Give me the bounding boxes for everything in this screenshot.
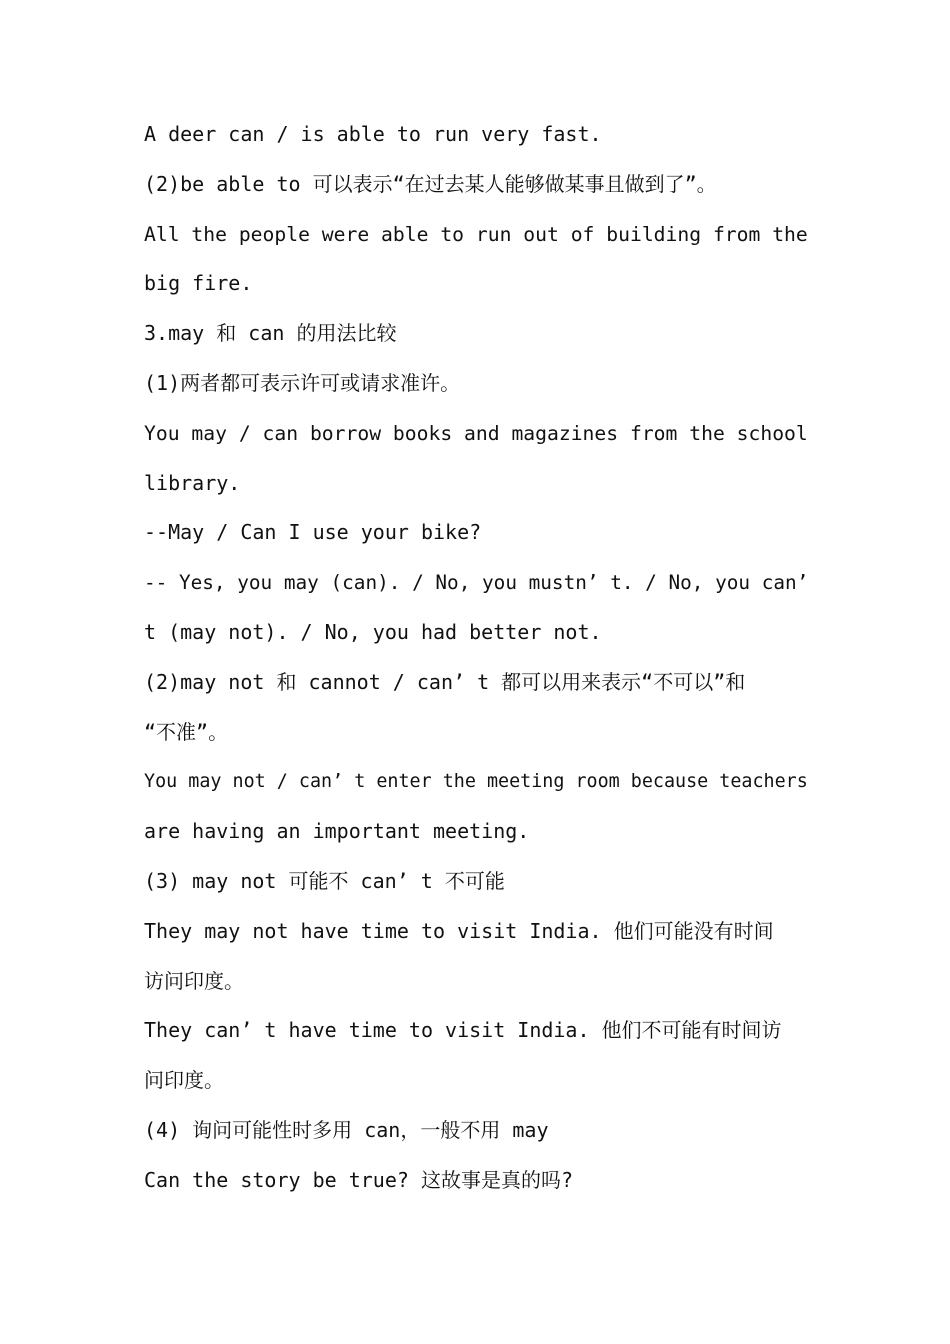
text-line: (2)may not 和 cannot / can’ t 都可以用来表示“不可以”和: [144, 669, 746, 694]
text-line: A deer can / is able to run very fast.: [144, 122, 602, 146]
text-line: --May / Can I use your bike?: [144, 520, 482, 545]
text-line: 访问印度。: [144, 968, 244, 993]
text-line: You may not / can’ t enter the meeting room because teachers: [144, 771, 808, 793]
text-line: (2)be able to 可以表示“在过去某人能够做某事且做到了”。: [144, 171, 717, 196]
text-line: (1)两者都可表示许可或请求准许。: [144, 370, 461, 395]
text-line: 问印度。: [144, 1068, 224, 1093]
text-line: You may / can borrow books and magazines from the school: [144, 421, 808, 445]
text-line: They can’ t have time to visit India. 他们不可能有时间访: [144, 1018, 782, 1043]
text-line: (3) may not 可能不 can’ t 不可能: [144, 868, 505, 893]
text-line: library.: [144, 470, 241, 495]
document-body: [144, 110, 808, 1206]
text-line: “不准”。: [144, 719, 229, 744]
text-line: big fire.: [144, 271, 253, 296]
text-line: (4) 询问可能性时多用 can，一般不用 may: [144, 1117, 549, 1142]
text-line: They may not have time to visit India. 他们可能没有时间: [144, 918, 774, 943]
text-line: t (may not). / No, you had better not.: [144, 619, 602, 644]
text-line: -- Yes, you may (can). / No, you mustn’ t. / No, you can’: [144, 571, 808, 595]
section-heading: 3.may 和 can 的用法比较: [144, 321, 397, 346]
text-line: All the people were able to run out of building from the: [144, 222, 808, 246]
text-line: Can the story be true? 这故事是真的吗?: [144, 1167, 573, 1192]
text-line: are having an important meeting.: [144, 819, 530, 844]
